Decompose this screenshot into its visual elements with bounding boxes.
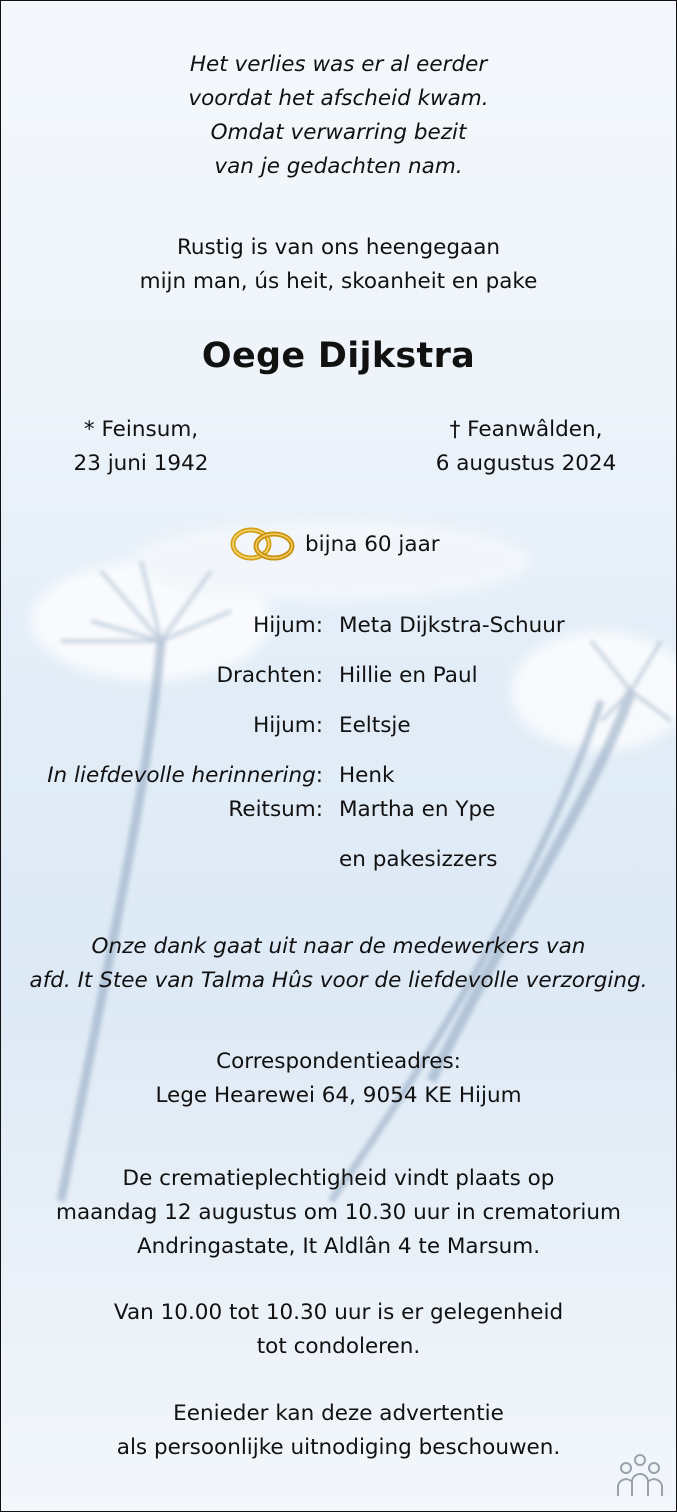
cremation-info <box>1 1162 676 1264</box>
family-names: Eeltsje <box>339 713 411 738</box>
marriage-text: bijna 60 jaar <box>305 531 440 557</box>
correspondence-address <box>1 1045 676 1113</box>
poem-line: van je gedachten nam. <box>214 154 463 179</box>
thanks-line: Onze dank gaat uit naar de medewerkers van <box>91 934 586 959</box>
death-date: 6 augustus 2024 <box>435 451 617 476</box>
family-place <box>47 763 323 788</box>
address-label: Correspondentieadres: <box>216 1049 461 1074</box>
poem <box>1 48 676 184</box>
invitation-note <box>1 1397 676 1465</box>
family-place: Reitsum: <box>228 797 323 822</box>
poem-line: voordat het afscheid kwam. <box>188 86 489 111</box>
condolence-info <box>1 1296 676 1364</box>
family-place: Hijum: <box>253 713 323 738</box>
family-place: Drachten: <box>216 663 323 688</box>
invitation-line: als persoonlijke uitnodiging beschouwen. <box>116 1435 561 1460</box>
birth-date: 23 juni 1942 <box>73 451 209 476</box>
wedding-rings-icon <box>227 522 299 566</box>
family-names: Henk <box>339 763 395 788</box>
family-row <box>1 847 676 881</box>
family-names: en pakesizzers <box>339 847 498 872</box>
death-info <box>411 413 641 481</box>
family-row <box>1 797 676 831</box>
intro-text <box>1 231 676 299</box>
cremation-line: De crematieplechtigheid vindt plaats op <box>122 1166 555 1191</box>
memory-label: In liefdevolle herinnering <box>47 763 316 788</box>
poem-line: Omdat verwarring bezit <box>210 120 467 145</box>
intro-line: Rustig is van ons heengegaan <box>176 235 501 260</box>
cremation-line: maandag 12 augustus om 10.30 uur in crematorium <box>56 1200 621 1225</box>
birth-info <box>41 413 241 481</box>
people-group-icon <box>615 1452 665 1498</box>
family-place: Hijum: <box>253 613 323 638</box>
condolence-line: tot condoleren. <box>256 1334 421 1359</box>
thanks-line: afd. It Stee van Talma Hûs voor de liefdevolle verzorging. <box>29 968 648 993</box>
memory-colon: : <box>315 763 323 788</box>
deceased-name: Oege Dijkstra <box>201 336 476 376</box>
condolence-line: Van 10.00 tot 10.30 uur is er gelegenheid <box>113 1300 564 1325</box>
marriage-duration <box>227 521 440 567</box>
family-row <box>1 613 676 647</box>
family-row <box>1 663 676 697</box>
birth-place: * Feinsum, <box>83 417 199 442</box>
family-names: Meta Dijkstra-Schuur <box>339 613 565 638</box>
death-place: † Feanwâlden, <box>449 417 603 442</box>
address-line: Lege Hearewei 64, 9054 KE Hijum <box>155 1083 522 1108</box>
invitation-line: Eenieder kan deze advertentie <box>173 1401 504 1426</box>
family-row <box>1 763 676 797</box>
intro-line: mijn man, ús heit, skoanheit en pake <box>139 269 538 294</box>
cremation-line: Andringastate, It Aldlân 4 te Marsum. <box>136 1234 541 1259</box>
thanks-text <box>1 930 676 998</box>
family-names: Hillie en Paul <box>339 663 478 688</box>
family-names: Martha en Ype <box>339 797 496 822</box>
poem-line: Het verlies was er al eerder <box>189 52 488 77</box>
family-row <box>1 713 676 747</box>
